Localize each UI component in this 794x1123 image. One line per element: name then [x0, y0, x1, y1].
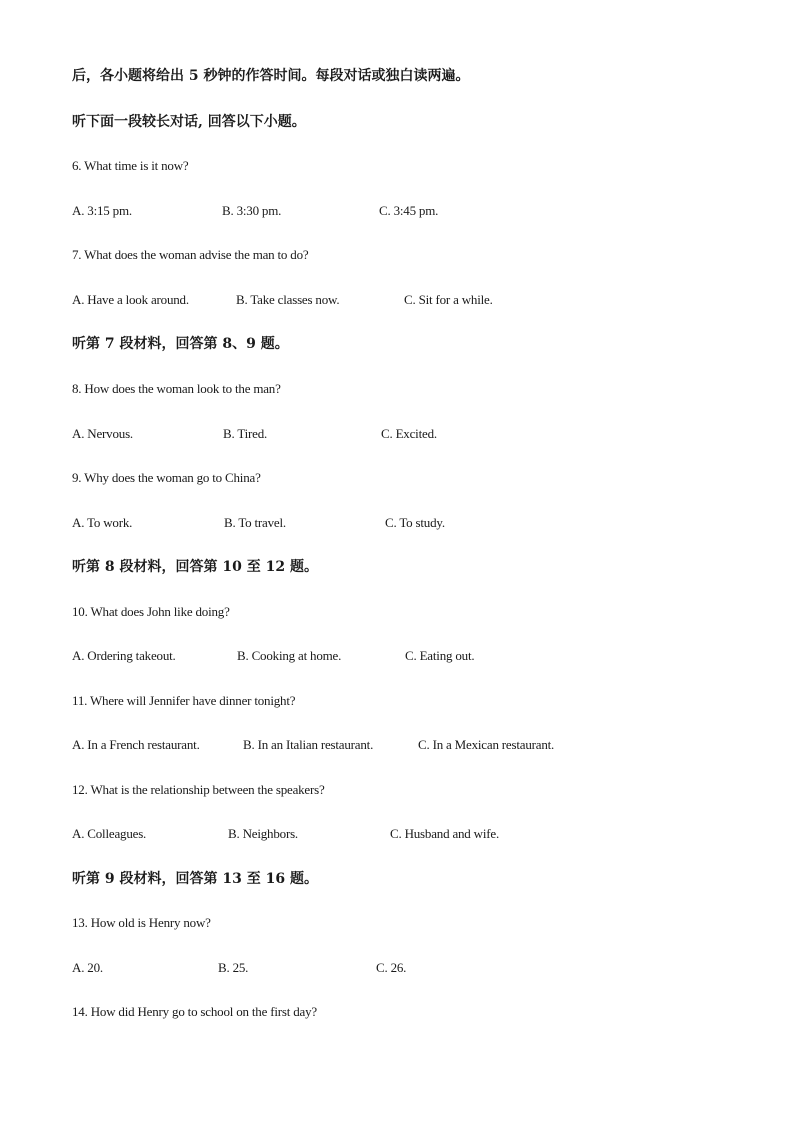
options-11 — [0, 737, 794, 753]
option-8c[interactable]: C. Excited. — [381, 426, 437, 441]
options-12 — [0, 826, 794, 842]
option-6c[interactable]: C. 3:45 pm. — [379, 203, 439, 218]
option-9c[interactable]: C. To study. — [385, 515, 445, 530]
option-9b[interactable]: B. To travel. — [224, 515, 286, 530]
section-heading-8: 听第 8 段材料，回答第 10 至 12 题。 — [72, 559, 318, 575]
option-11b[interactable]: B. In an Italian restaurant. — [243, 737, 374, 752]
question-10: 10. What does John like doing? — [72, 604, 230, 619]
section-heading-9: 听第 9 段材料，回答第 13 至 16 题。 — [72, 871, 318, 887]
question-7: 7. What does the woman advise the man to do? — [72, 247, 309, 262]
options-6 — [0, 203, 794, 219]
options-10 — [0, 648, 794, 664]
section-heading-6: 听下面一段较长对话, 回答以下小题。 — [72, 114, 306, 130]
option-7c[interactable]: C. Sit for a while. — [404, 292, 493, 307]
option-6b[interactable]: B. 3:30 pm. — [222, 203, 282, 218]
option-7b[interactable]: B. Take classes now. — [236, 292, 340, 307]
question-6: 6. What time is it now? — [72, 158, 189, 173]
options-7 — [0, 292, 794, 308]
option-8b[interactable]: B. Tired. — [223, 426, 268, 441]
question-13: 13. How old is Henry now? — [72, 915, 211, 930]
question-8: 8. How does the woman look to the man? — [72, 381, 281, 396]
question-14: 14. How did Henry go to school on the first day? — [72, 1004, 317, 1019]
options-9 — [0, 515, 794, 531]
option-11a[interactable]: A. In a French restaurant. — [72, 737, 200, 752]
option-8a[interactable]: A. Nervous. — [72, 426, 133, 441]
section-heading-7: 听第 7 段材料，回答第 8、9 题。 — [72, 336, 289, 352]
question-9: 9. Why does the woman go to China? — [72, 470, 261, 485]
question-11: 11. Where will Jennifer have dinner tonight? — [72, 693, 296, 708]
option-10c[interactable]: C. Eating out. — [405, 648, 475, 663]
option-10a[interactable]: A. Ordering takeout. — [72, 648, 176, 663]
option-12b[interactable]: B. Neighbors. — [228, 826, 298, 841]
option-10b[interactable]: B. Cooking at home. — [237, 648, 342, 663]
option-13c[interactable]: C. 26. — [376, 960, 407, 975]
option-9a[interactable]: A. To work. — [72, 515, 133, 530]
option-11c[interactable]: C. In a Mexican restaurant. — [418, 737, 555, 752]
options-8 — [0, 426, 794, 442]
option-12c[interactable]: C. Husband and wife. — [390, 826, 500, 841]
option-12a[interactable]: A. Colleagues. — [72, 826, 147, 841]
option-13a[interactable]: A. 20. — [72, 960, 103, 975]
question-12: 12. What is the relationship between the speakers? — [72, 782, 325, 797]
instruction-line: 后，各小题将给出 5 秒钟的作答时间。每段对话或独白读两遍。 — [72, 68, 470, 84]
option-13b[interactable]: B. 25. — [218, 960, 249, 975]
options-13 — [0, 960, 794, 976]
option-6a[interactable]: A. 3:15 pm. — [72, 203, 132, 218]
option-7a[interactable]: A. Have a look around. — [72, 292, 189, 307]
